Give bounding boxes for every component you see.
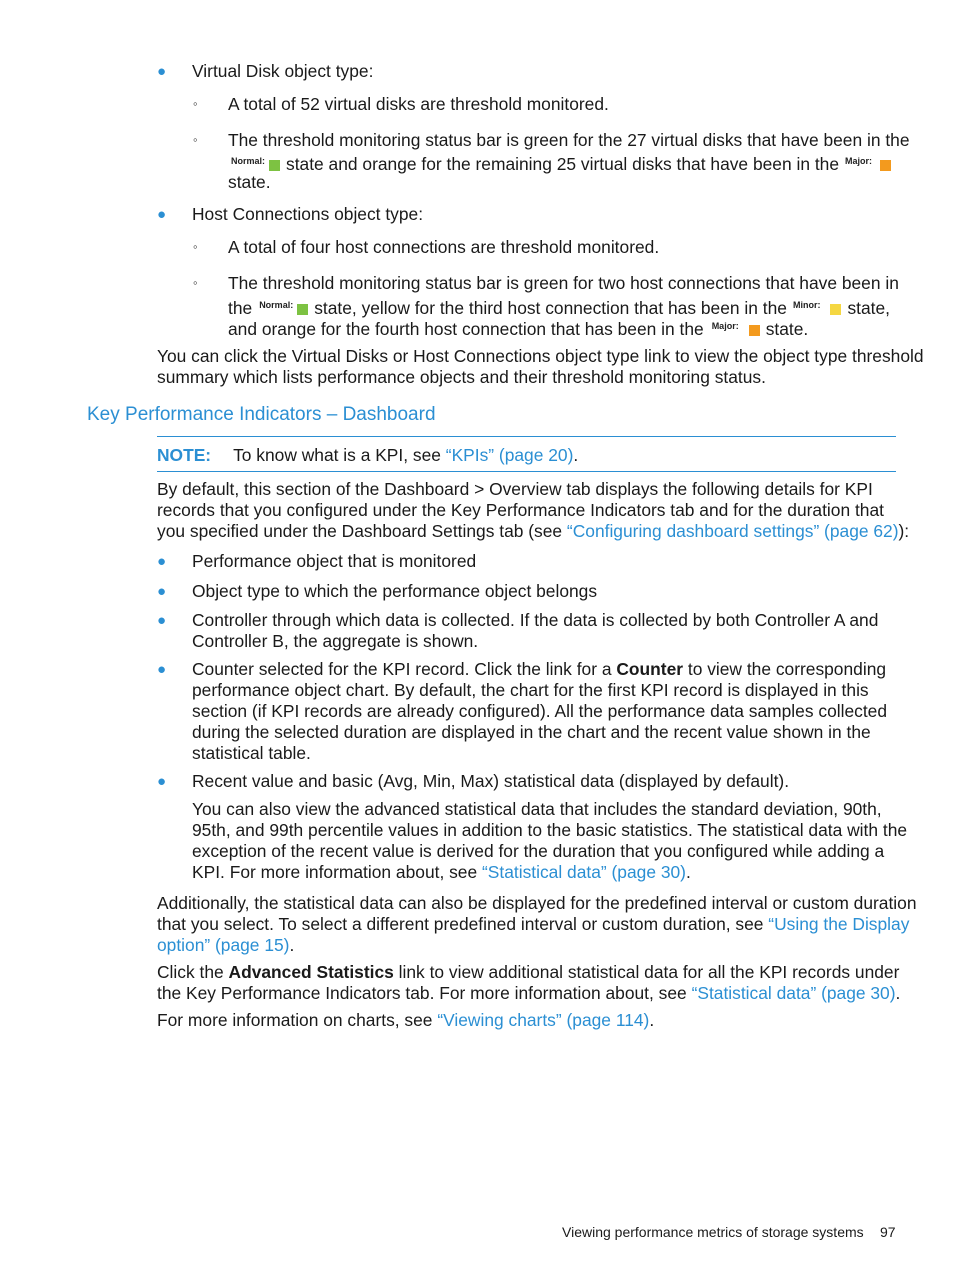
list-item-cont: statistical table. xyxy=(192,743,311,763)
adv-para-text: Click the xyxy=(157,962,224,982)
bullet-icon: ● xyxy=(157,612,167,629)
add-para-line1: Additionally, the statistical data can also be displayed for the predefined interval or custom duration xyxy=(157,893,917,913)
list-item: Controller through which data is collected. If the data is collected by both Controller A and xyxy=(192,610,879,630)
major-state-icon xyxy=(749,325,760,336)
host-total: A total of four host connections are threshold monitored. xyxy=(228,237,660,257)
list-item-para: 95th, and 99th percentile values in addition to the basic statistics. The statistical data with the xyxy=(192,820,908,840)
normal-state-label: Normal: xyxy=(259,300,294,310)
charts-para-text: For more information on charts, see xyxy=(157,1010,433,1030)
sub-bullet-icon: ◦ xyxy=(193,96,198,111)
page-number: 97 xyxy=(880,1224,896,1240)
list-item: Performance object that is monitored xyxy=(192,551,477,571)
using-display-link[interactable]: “Using the Display xyxy=(768,914,910,934)
advanced-statistics-bold: Advanced Statistics xyxy=(228,962,394,982)
charts-para xyxy=(157,1010,654,1031)
host-status-text: state, yellow for the third host connection that has been in the xyxy=(314,298,787,318)
adv-para-end: . xyxy=(895,983,901,1003)
default-para-line3 xyxy=(157,521,909,542)
note-label: NOTE: xyxy=(157,445,212,465)
section-heading: Key Performance Indicators – Dashboard xyxy=(87,404,436,425)
click-para-line1: You can click the Virtual Disks or Host Connections object type link to view the object type threshold xyxy=(157,346,924,366)
note-bottom-rule xyxy=(157,471,896,472)
minor-state-icon xyxy=(830,304,841,315)
default-para-end: ): xyxy=(898,521,910,541)
adv-para-text3: the Key Performance Indicators tab. For more information about, see xyxy=(157,983,687,1003)
host-status-line3 xyxy=(228,316,808,340)
counter-text2: to view the corresponding xyxy=(687,659,887,679)
major-state-label: Major: xyxy=(845,156,873,166)
note-line xyxy=(157,445,578,466)
statistical-data-link[interactable]: “Statistical data” (page 30) xyxy=(691,983,896,1003)
adv-para-line1 xyxy=(157,962,899,983)
adv-para-text2: link to view additional statistical data for all the KPI records under xyxy=(398,962,900,982)
default-para-text: you specified under the Dashboard Settings tab (see xyxy=(157,521,563,541)
footer-title: Viewing performance metrics of storage systems xyxy=(562,1224,864,1240)
viewing-charts-link[interactable]: “Viewing charts” (page 114) xyxy=(437,1010,650,1030)
add-para-line3 xyxy=(157,935,294,956)
note-top-rule xyxy=(157,436,896,437)
minor-state-label: Minor: xyxy=(792,300,821,310)
using-display-link-cont[interactable]: option” (page 15) xyxy=(157,935,290,955)
counter-bold: Counter xyxy=(616,659,684,679)
sub-bullet-icon: ◦ xyxy=(193,239,198,254)
add-para-line2 xyxy=(157,914,909,935)
normal-state-icon xyxy=(269,160,280,171)
bullet-icon: ● xyxy=(157,553,167,570)
host-status-line1: The threshold monitoring status bar is green for two host connections that have been in xyxy=(228,273,899,293)
list-item-para: exception of the recent value is derived for the duration that you configured while adding a xyxy=(192,841,885,861)
bullet-icon: ● xyxy=(157,583,167,600)
host-status-text2: state, xyxy=(847,298,890,318)
host-status-text3: and orange for the fourth host connection that has been in the xyxy=(228,319,704,339)
bullet-icon: ● xyxy=(157,206,167,223)
bullet-icon: ● xyxy=(157,661,167,678)
host-heading: Host Connections object type: xyxy=(192,204,424,224)
note-text: To know what is a KPI, see xyxy=(233,445,441,465)
sub-bullet-icon: ◦ xyxy=(193,132,198,147)
vdisk-status-text: state and orange for the remaining 25 virtual disks that have been in the xyxy=(286,154,840,174)
add-para-end: . xyxy=(289,935,295,955)
bullet-icon: ● xyxy=(157,63,167,80)
stat-end: . xyxy=(685,862,691,882)
vdisk-status-line1: The threshold monitoring status bar is green for the 27 virtual disks that have been in the xyxy=(228,130,910,150)
kpis-link[interactable]: “KPIs” (page 20) xyxy=(445,445,574,465)
default-para-line2: records that you configured under the Key Performance Indicators tab and for the duration that xyxy=(157,500,884,520)
vdisk-status-line2 xyxy=(228,151,897,175)
click-para-line2: summary which lists performance objects and their threshold monitoring status. xyxy=(157,367,766,387)
host-status-the: the xyxy=(228,298,253,318)
list-item-para xyxy=(192,862,691,883)
statistical-data-link[interactable]: “Statistical data” (page 30) xyxy=(482,862,686,882)
vdisk-status-line3: state. xyxy=(228,172,271,192)
charts-para-end: . xyxy=(649,1010,655,1030)
list-item xyxy=(192,659,886,680)
list-item: Recent value and basic (Avg, Min, Max) statistical data (displayed by default). xyxy=(192,771,790,791)
host-status-end: state. xyxy=(765,319,809,339)
list-item-cont: performance object chart. By default, the chart for the first KPI record is displayed in this xyxy=(192,680,869,700)
vdisk-heading: Virtual Disk object type: xyxy=(192,61,374,81)
major-state-label: Major: xyxy=(711,321,739,331)
bullet-icon: ● xyxy=(157,773,167,790)
list-item-para: You can also view the advanced statistical data that includes the standard deviation, 90th, xyxy=(192,799,882,819)
configuring-dashboard-link[interactable]: “Configuring dashboard settings” (page 62) xyxy=(566,521,899,541)
counter-text: Counter selected for the KPI record. Click the link for a xyxy=(192,659,612,679)
add-para-text: that you select. To select a different predefined interval or custom duration, see xyxy=(157,914,764,934)
list-item-cont: Controller B, the aggregate is shown. xyxy=(192,631,479,651)
note-end: . xyxy=(573,445,579,465)
stat-text: KPI. For more information about, see xyxy=(192,862,478,882)
vdisk-total: A total of 52 virtual disks are threshold monitored. xyxy=(228,94,609,114)
list-item-cont: during the selected duration are displayed in the chart and the recent value shown in the xyxy=(192,722,871,742)
default-para-line1: By default, this section of the Dashboard > Overview tab displays the following details for KPI xyxy=(157,479,873,499)
list-item: Object type to which the performance object belongs xyxy=(192,581,598,601)
list-item-cont: section (if KPI records are already configured). All the performance data samples collected xyxy=(192,701,888,721)
normal-state-label: Normal: xyxy=(231,156,266,166)
normal-state-icon xyxy=(297,304,308,315)
sub-bullet-icon: ◦ xyxy=(193,275,198,290)
major-state-icon xyxy=(880,160,891,171)
adv-para-line2 xyxy=(157,983,900,1004)
